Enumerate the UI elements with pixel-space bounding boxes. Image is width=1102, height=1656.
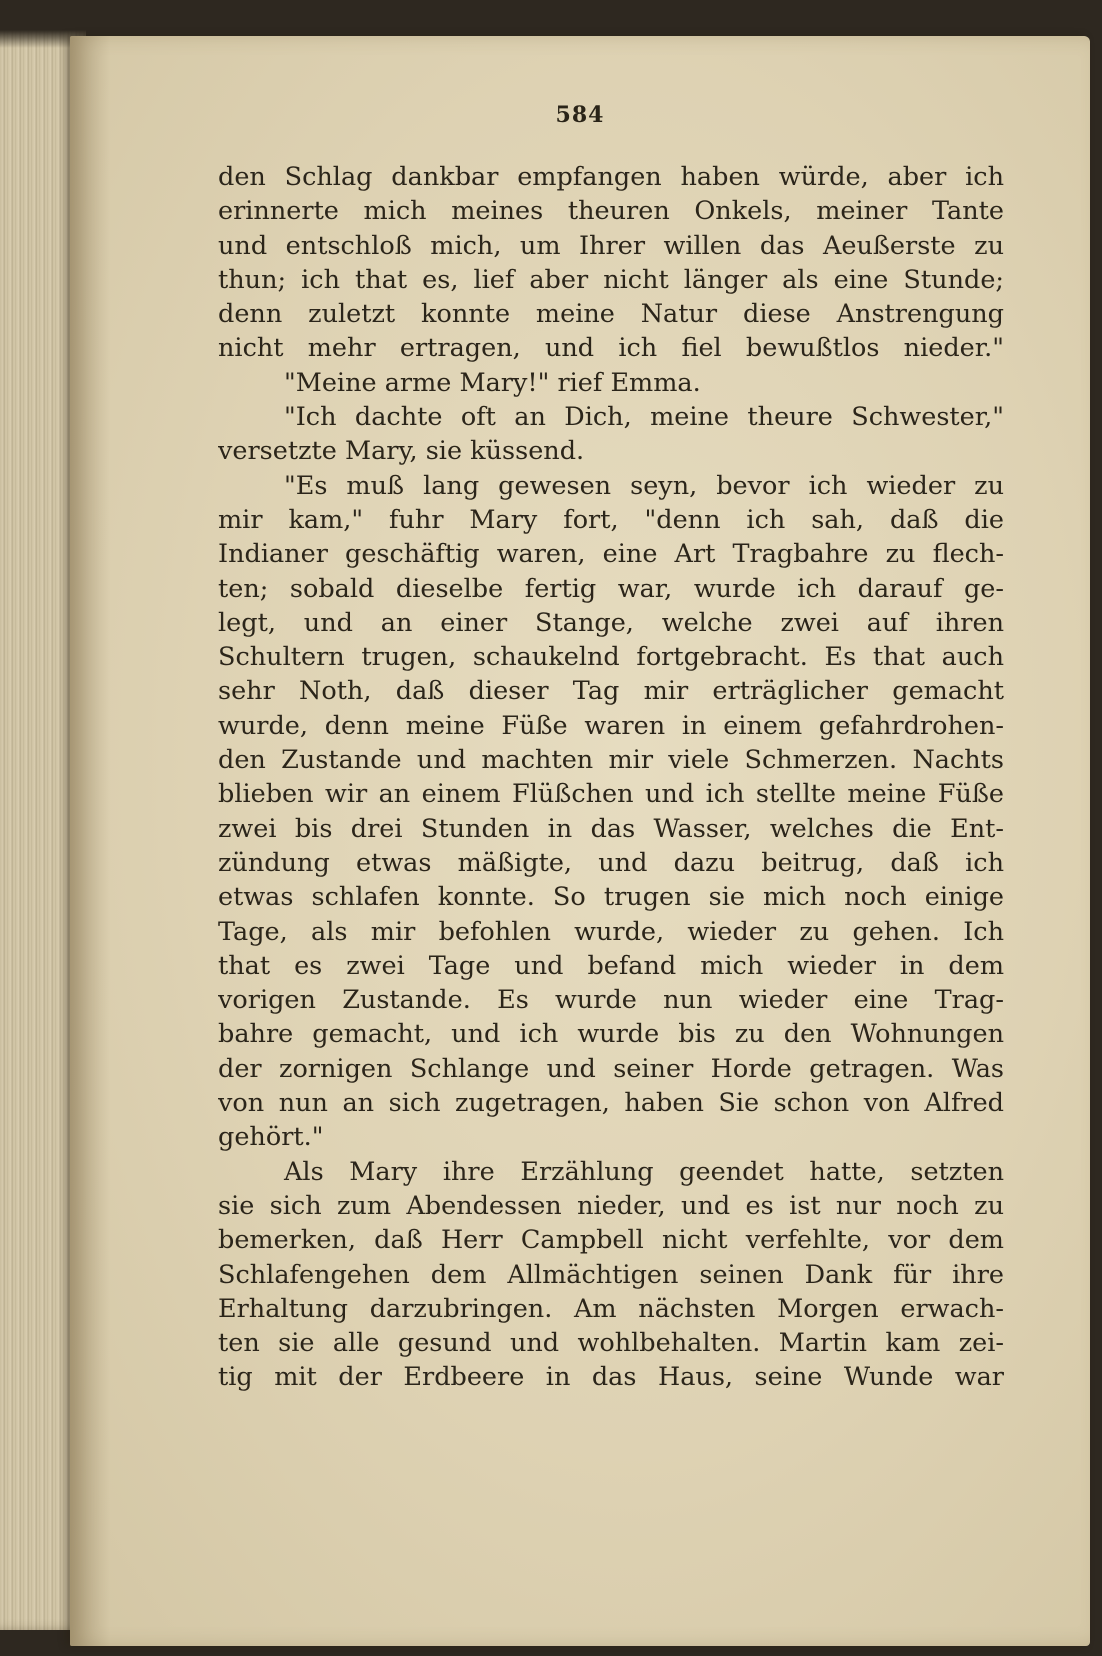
text-line: nicht mehr ertragen, und ich fiel bewußtlos nieder." [218, 333, 1004, 364]
text-line: Tage, als mir befohlen wurde, wieder zu gehen. Ich [218, 916, 1004, 947]
text-line: that es zwei Tage und befand mich wieder in dem [218, 950, 1004, 981]
text-line: sie sich zum Abendessen nieder, und es ist nur noch zu [218, 1190, 1004, 1221]
text-line: den Zustande und machten mir viele Schmerzen. Nachts [218, 745, 1004, 776]
text-line: Erhaltung darzubringen. Am nächsten Morgen erwach- [218, 1293, 1004, 1324]
text-line: legt, und an einer Stange, welche zwei auf ihren [218, 607, 1004, 638]
text-line: ten sie alle gesund und wohlbehalten. Martin kam zei- [218, 1328, 1004, 1359]
text-line: sehr Noth, daß dieser Tag mir erträglicher gemacht [218, 676, 1004, 707]
text-line: mir kam," fuhr Mary fort, "denn ich sah, daß die [218, 504, 1004, 535]
book-page [70, 36, 1090, 1646]
text-line: der zornigen Schlange und seiner Horde getragen. Was [218, 1053, 1004, 1084]
text-line: Schlafengehen dem Allmächtigen seinen Dank für ihre [218, 1259, 1004, 1290]
text-line: zwei bis drei Stunden in das Wasser, welches die Ent- [218, 813, 1004, 844]
text-line: Als Mary ihre Erzählung geendet hatte, setzten [284, 1156, 1004, 1187]
text-line: denn zuletzt konnte meine Natur diese Anstrengung [218, 299, 1004, 330]
text-line: bahre gemacht, und ich wurde bis zu den Wohnungen [218, 1019, 1004, 1050]
text-line: gehört." [218, 1122, 324, 1153]
text-line: blieben wir an einem Flüßchen und ich stellte meine Füße [218, 779, 1004, 810]
text-line: tig mit der Erdbeere in das Haus, seine Wunde war [218, 1362, 1004, 1393]
text-line: "Ich dachte oft an Dich, meine theure Schwester," [284, 402, 1004, 433]
page-number: 584 [555, 102, 605, 128]
text-line: den Schlag dankbar empfangen haben würde, aber ich [218, 162, 1004, 192]
text-line: ten; sobald dieselbe fertig war, wurde ich darauf ge- [218, 573, 1004, 604]
text-line: und entschloß mich, um Ihrer willen das Aeußerste zu [218, 230, 1004, 261]
text-line: vorigen Zustande. Es wurde nun wieder eine Trag- [218, 985, 1004, 1016]
text-line: Indianer geschäftig waren, eine Art Tragbahre zu flech- [218, 539, 1004, 570]
text-line: erinnerte mich meines theuren Onkels, meiner Tante [218, 196, 1004, 227]
text-line: von nun an sich zugetragen, haben Sie schon von Alfred [218, 1088, 1004, 1119]
text-line: etwas schlafen konnte. So trugen sie mich noch einige [218, 882, 1004, 913]
text-line: "Meine arme Mary!" rief Emma. [284, 367, 701, 398]
text-line: wurde, denn meine Füße waren in einem gefahrdrohen- [218, 710, 1004, 741]
text-line: "Es muß lang gewesen seyn, bevor ich wieder zu [284, 470, 1004, 501]
text-line: Schultern trugen, schaukelnd fortgebracht. Es that auch [218, 642, 1004, 673]
text-line: zündung etwas mäßigte, und dazu beitrug, daß ich [218, 847, 1004, 878]
text-line: versetzte Mary, sie küssend. [218, 436, 585, 467]
text-block [218, 160, 1004, 1395]
text-line: bemerken, daß Herr Campbell nicht verfehlte, vor dem [218, 1225, 1004, 1256]
text-line: thun; ich that es, lief aber nicht länger als eine Stunde; [218, 264, 1004, 295]
